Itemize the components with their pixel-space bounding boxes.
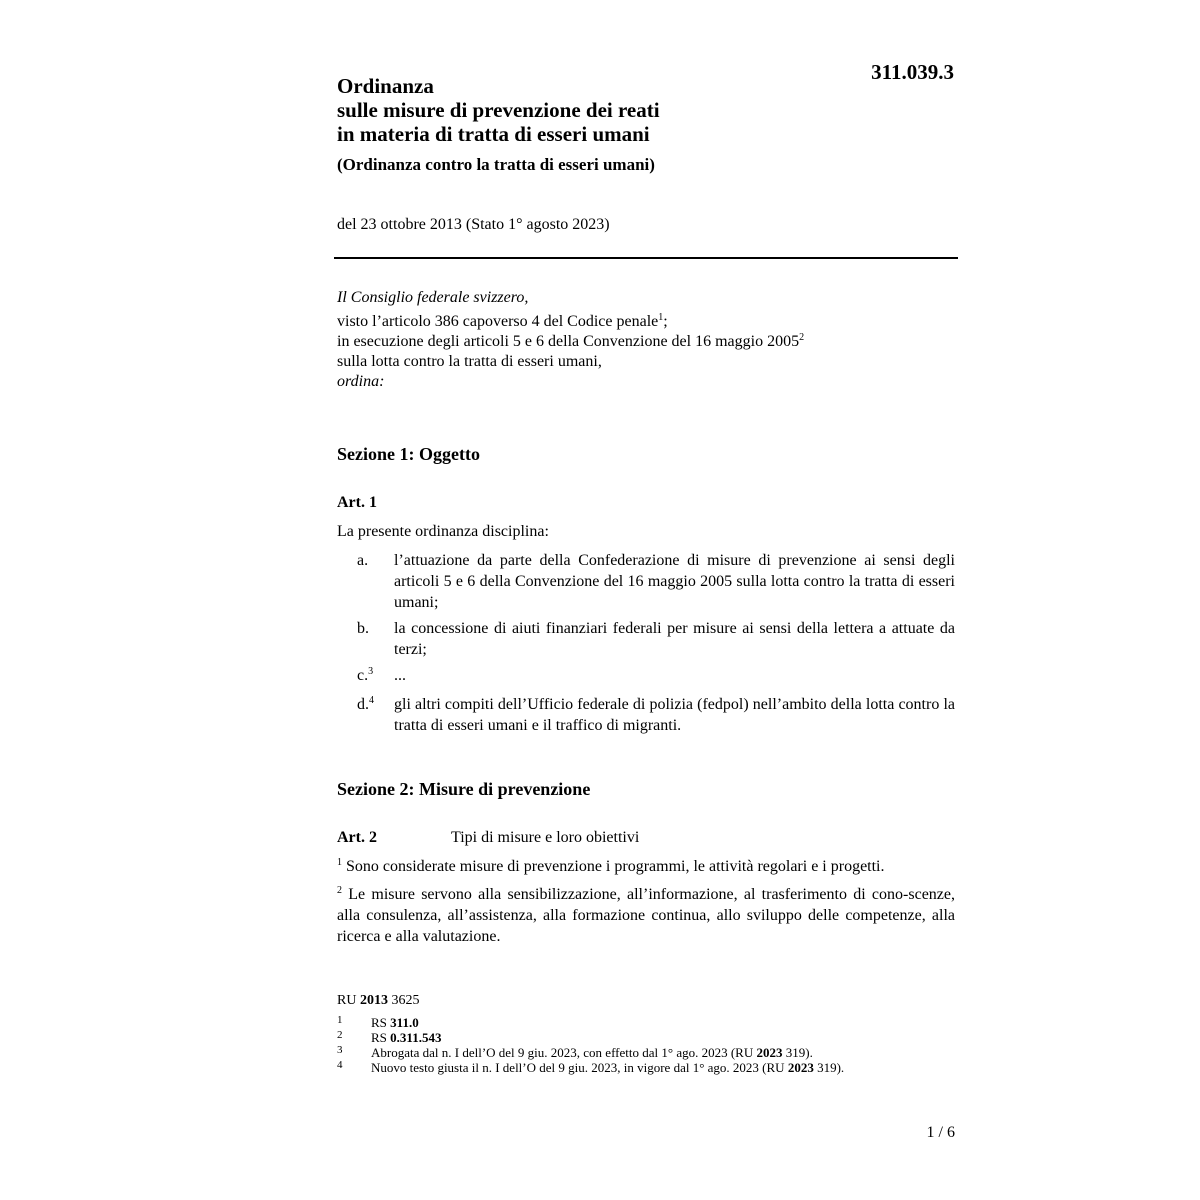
footnote: 2 RS 0.311.543 [337, 1029, 442, 1045]
list-text: gli altri compiti dell’Ufficio federale di polizia (fedpol) nell’ambito della lotta contro la tratta di esseri umani e il traffico di migranti. [394, 696, 955, 734]
footnote: 3 Abrogata dal n. I dell’O del 9 giu. 2023, con effetto dal 1° ago. 2023 (RU 2023 319). [337, 1044, 813, 1060]
footnotes [337, 1015, 957, 1075]
section-heading: Sezione 2: Misure di prevenzione [337, 779, 591, 799]
preamble-authority: Il Consiglio federale svizzero, [337, 289, 529, 306]
list-text: la concessione di aiuti finanziari federali per misure ai sensi della lettera a attuate da terzi; [394, 620, 955, 658]
ru-reference: RU 2013 3625 [337, 993, 420, 1008]
page-number: 1 / 6 [926, 1124, 955, 1141]
footnote-ref[interactable]: 4 [369, 695, 374, 706]
list-item [357, 618, 955, 660]
article-intro: La presente ordinanza disciplina: [337, 523, 549, 540]
preamble-line: visto l’articolo 386 capoverso 4 del Codice penale$^1$; [337, 312, 668, 330]
document-title [337, 74, 660, 146]
title-line: in materia di tratta di esseri umani [337, 122, 650, 146]
footnote-ref[interactable]: 2 [799, 332, 805, 343]
footnote: 4 Nuovo testo giusta il n. I dell’O del 9 giu. 2023, in vigore dal 1° ago. 2023 (RU 2023 319). [337, 1059, 845, 1075]
preamble-line: sulla lotta contro la tratta di esseri umani, [337, 353, 602, 370]
article-label: Art. 2 [337, 829, 377, 846]
preamble-ordina: ordina: [337, 373, 385, 390]
list-letter: a. [357, 552, 369, 569]
section-heading: Sezione 1: Oggetto [337, 444, 480, 464]
article-label: Art. 1 [337, 494, 377, 511]
article-paragraph: $^2$ Le misure servono alla sensibilizzazione, all’informazione, al trasferimento di cono-scenze, alla consulenza, all’assistenza, alla formazione continua, allo sviluppo delle competenze, alla ricerca e alla valutazione. [337, 885, 955, 945]
list-item [357, 550, 955, 613]
preamble-line: in esecuzione degli articoli 5 e 6 della Convenzione del 16 maggio 2005$^2$ [337, 332, 805, 350]
sr-number: 311.039.3 [871, 60, 954, 84]
footnote-ref[interactable]: 1 [658, 312, 664, 323]
list-item [357, 665, 955, 686]
list-letter: b. [357, 620, 369, 637]
document-subtitle: (Ordinanza contro la tratta di esseri umani) [337, 155, 655, 174]
header-divider [334, 257, 958, 259]
list-text: ... [394, 667, 406, 684]
list-letter: d.$^4$ [357, 695, 374, 713]
list-letter: c.$^3$ [357, 666, 374, 684]
article-title: Tipi di misure e loro obiettivi [451, 829, 640, 846]
article-header [337, 829, 955, 847]
list-item [357, 694, 955, 736]
preamble [337, 288, 957, 392]
article-paragraph: $^1$ Sono considerate misure di prevenzione i programmi, le attività regolari e i progetti. [337, 857, 885, 875]
title-line: Ordinanza [337, 74, 434, 98]
list-text: l’attuazione da parte della Confederazione di misure di prevenzione ai sensi degli articoli 5 e 6 della Convenzione del 16 maggio 2005 sulla lotta contro la tratta di esseri umani; [394, 552, 955, 611]
title-line: sulle misure di prevenzione dei reati [337, 98, 660, 122]
document-date: del 23 ottobre 2013 (Stato 1° agosto 2023) [337, 216, 610, 233]
footnote: 1 RS 311.0 [337, 1014, 419, 1030]
footnote-ref[interactable]: 3 [368, 666, 374, 677]
